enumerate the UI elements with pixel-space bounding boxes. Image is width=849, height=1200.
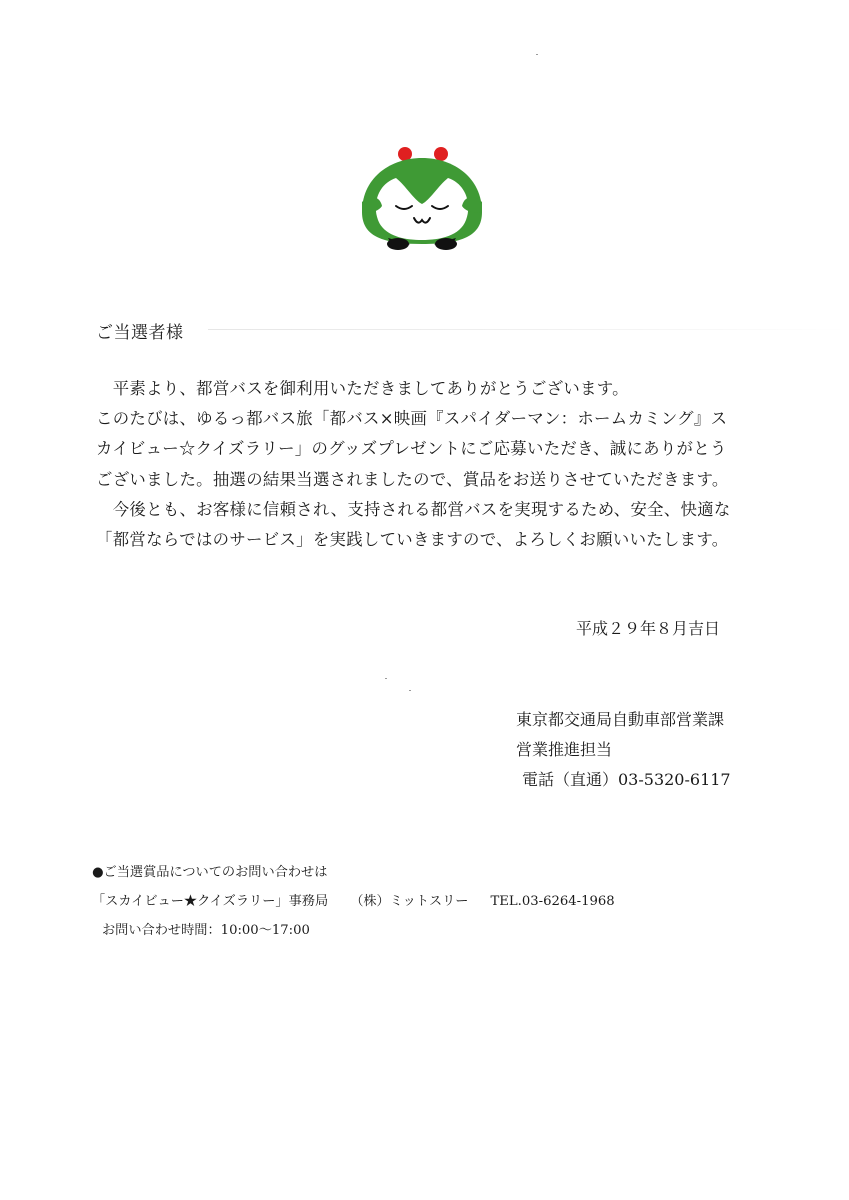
contact-block xyxy=(92,858,615,945)
mascot-icon xyxy=(356,140,488,255)
paragraph-1: 平素より、都営バスを御利用いただきましてありがとうございます。 xyxy=(112,379,629,398)
paragraph-2-line-1: このたびは、ゆるっ都バス旅「都バス×映画『スパイダーマン：ホームカミング』ス xyxy=(96,409,728,429)
scan-speck xyxy=(536,54,538,55)
paragraph-2-line-3: ございました。抽選の結果当選されましたので、賞品をお送りさせていただきます。 xyxy=(96,469,729,489)
contact-company: （株）ミットスリー xyxy=(350,894,469,909)
paragraph-3-line-1: 今後とも、お客様に信頼され、支持される都営バスを実現するため、安全、快適な xyxy=(112,499,731,519)
contact-hours: お問い合わせ時間：10:00〜17:00 xyxy=(102,923,310,938)
letter-date: 平成２９年８月吉日 xyxy=(576,619,721,638)
salutation: ご当選者様 xyxy=(96,323,184,343)
contact-office: 「スカイビュー★クイズラリー」事務局 xyxy=(92,894,329,909)
letter-body xyxy=(96,374,756,555)
paragraph-2-line-2: カイビュー☆クイズラリー」のグッズプレゼントにご応募いただき、誠にありがとう xyxy=(96,439,727,459)
sender-department: 東京都交通局自動車部営業課 xyxy=(516,710,725,729)
paragraph-3-line-2: 「都営ならではのサービス」を実践していきますので、よろしくお願いいたします。 xyxy=(96,530,729,550)
salutation-rule xyxy=(208,329,848,330)
sender-phone: 電話（直通）03-5320-6117 xyxy=(522,770,731,789)
contact-heading: ●ご当選賞品についてのお問い合わせは xyxy=(92,865,328,880)
contact-tel: TEL.03-6264-1968 xyxy=(490,894,615,909)
scan-speck xyxy=(385,678,387,679)
sender-block xyxy=(516,705,731,795)
contact-office-line xyxy=(92,887,615,916)
scan-speck xyxy=(409,690,411,691)
sender-section: 営業推進担当 xyxy=(516,740,613,759)
